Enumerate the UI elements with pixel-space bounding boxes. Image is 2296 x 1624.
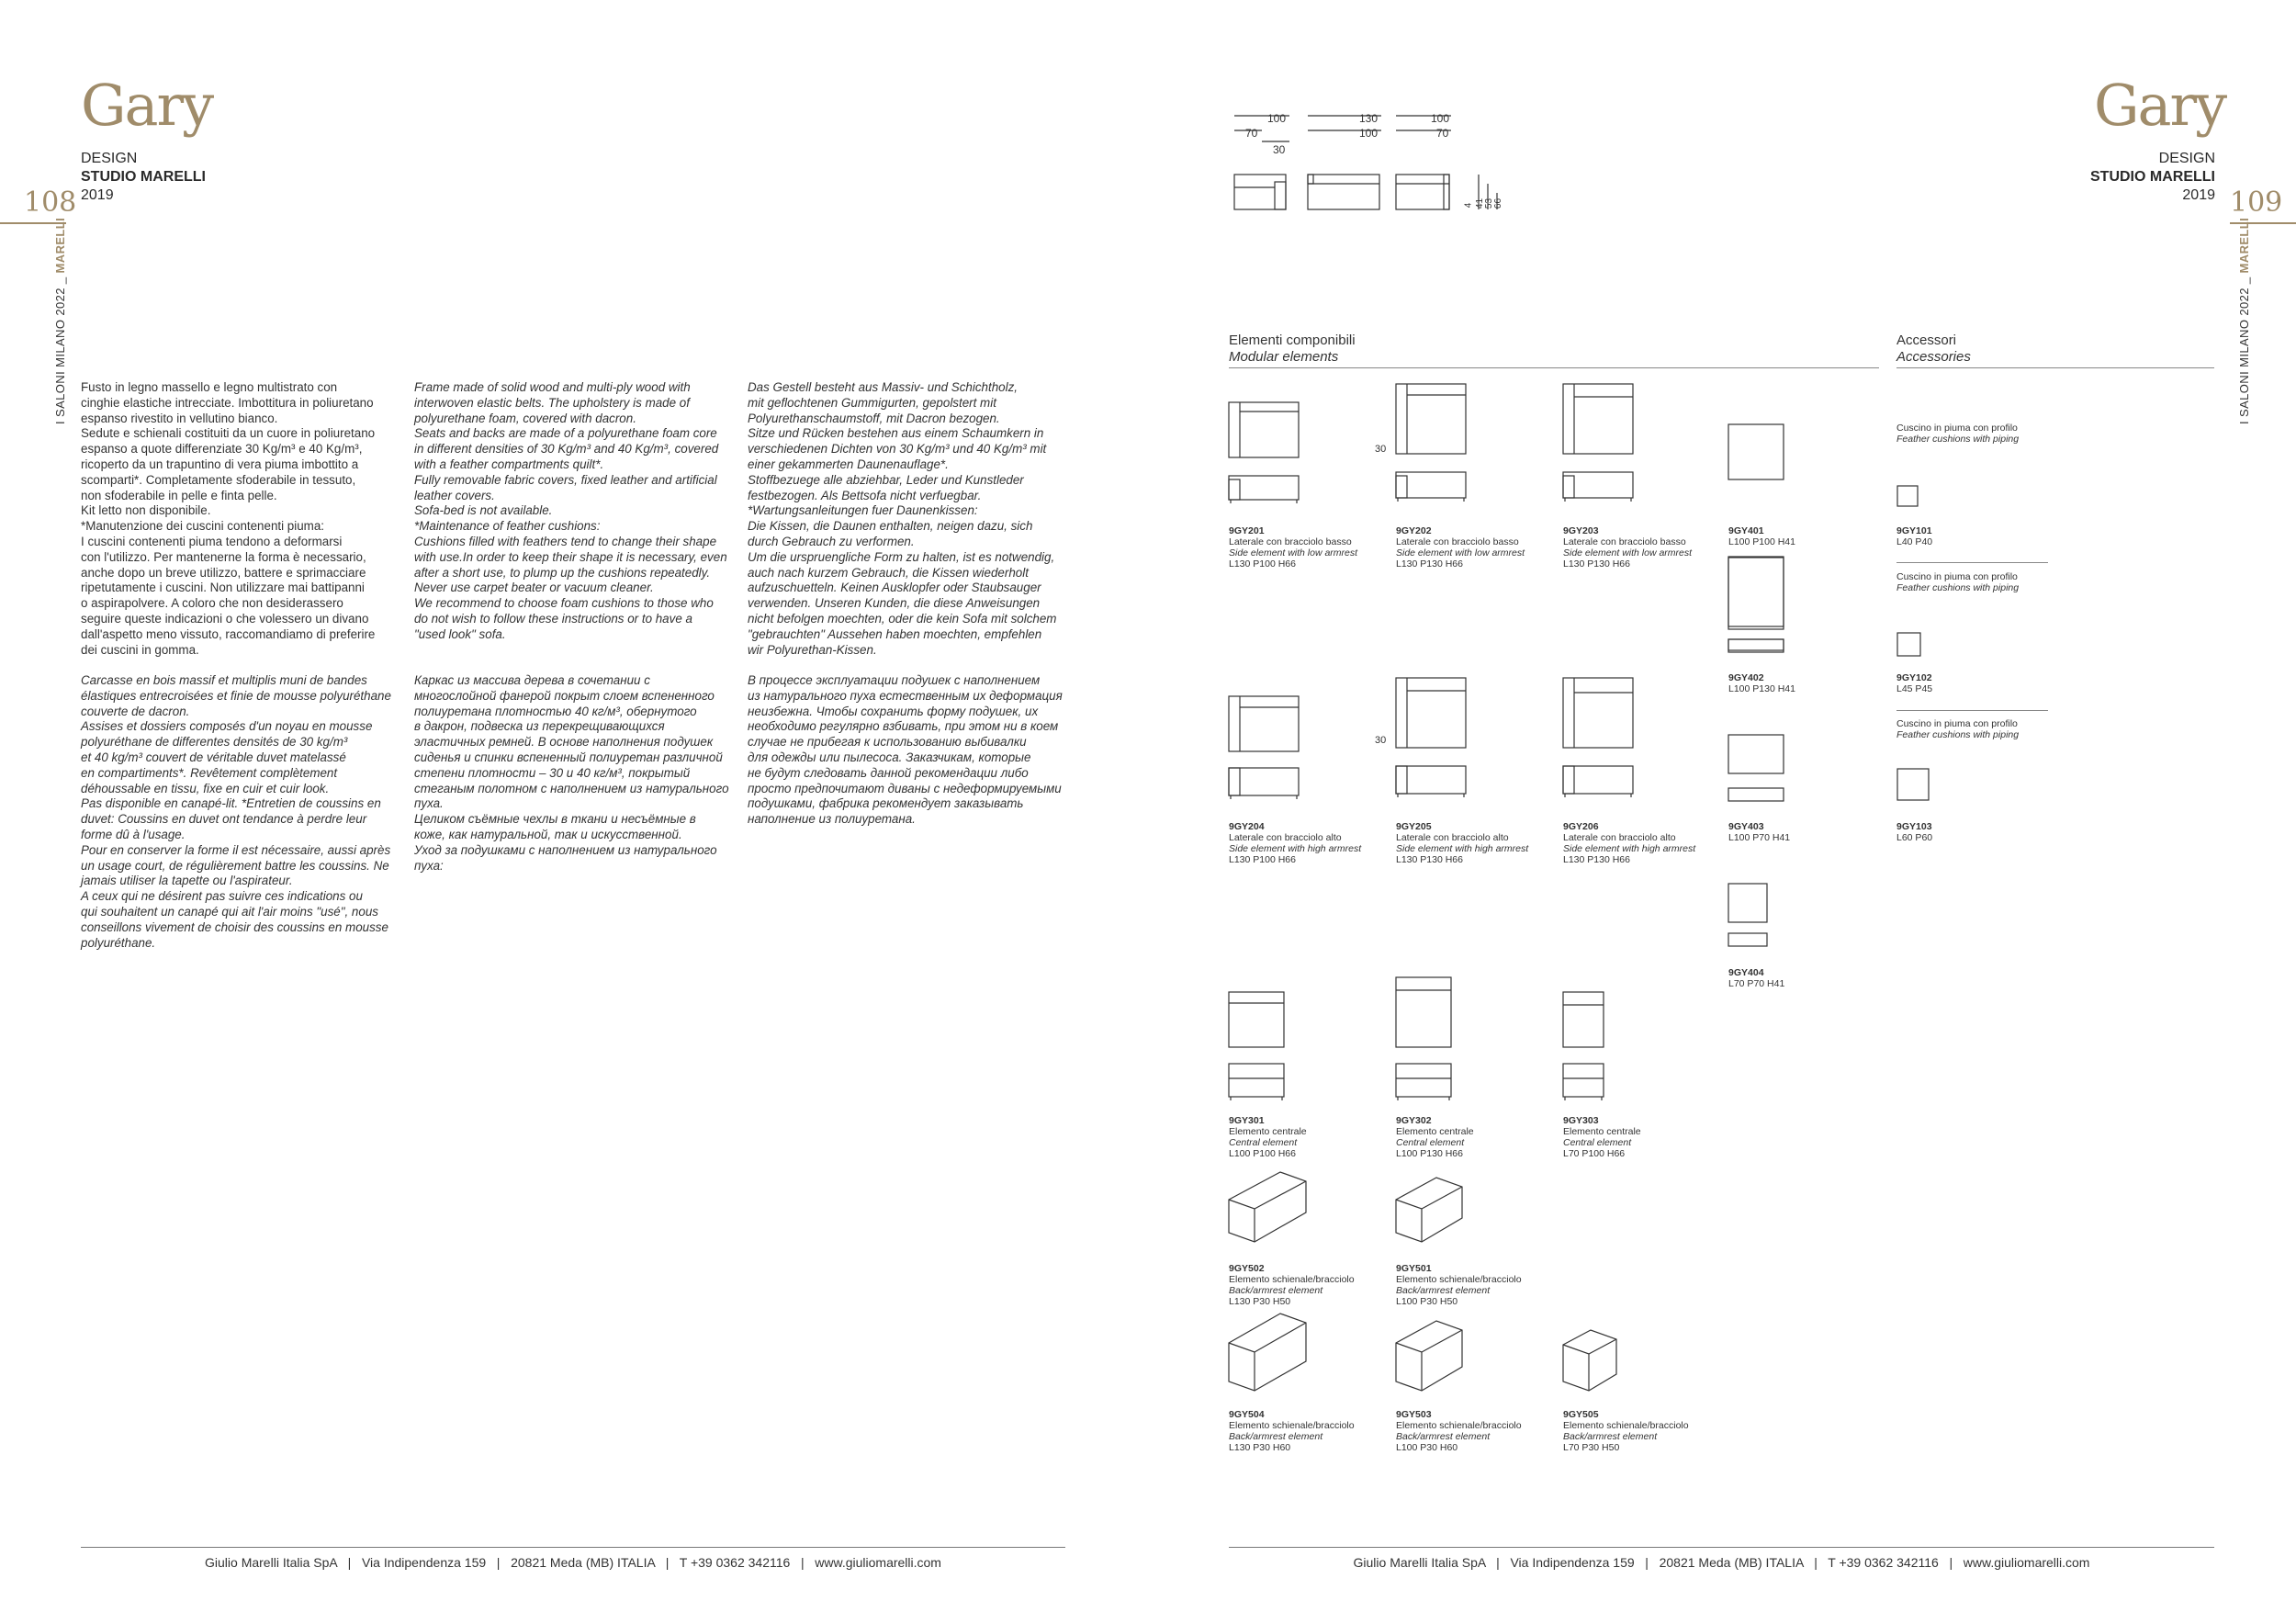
description-french: Carcasse en bois massif et multiplis muni de bandes élastiques entrecroisées et finie de mousse polyuréthane couverte de dacron. Assises et dossiers composés d'un noyau en mousse polyuréthane de differentes densités de 30 kg/m³ et 40 kg/m³ couvert de véritable duvet matelassé en compartiments*. Revêtement complètement déhoussable en tissu, fixe en cuir et cuir look. Pas disponible en canapé-lit. *Entretien de coussins en duvet: Coussins en duvet ont tendance à perdre leur forme dû à l'usage. Pour en conserver la forme il est nécessaire, aussi après un usage court, de régulièrement battre les coussins. Ne jamais utiliser la tapette ou l'aspirateur. A ceux qui ne désirent pas suivre ces indications ou qui souhaitent un canapé qui ait l'air moins "usé", nous conseillons vivement de choisir des coussins en mousse polyuréthane. bbox=[81, 673, 391, 950]
dim-height-1: 4 bbox=[1463, 202, 1474, 209]
description-german: Das Gestell besteht aus Massiv- und Schichtholz, mit geflochtenen Gummigurten, gepolstert mit Polyurethanschaumstoff, mit Dacron bezogen. Sitze und Rücken bestehen aus einem Schaumkern in verschiedenen Dichten von 30 Kg/m³ und 40 Kg/m³ mit einer gekammerten Daunenauflage*. Stoffbezuege alle abziehbar, Leder und Kunstleder festbezogen. Als Bettsofa nicht verfuegbar. *Wartungsanleitungen fuer Daunenkissen: Die Kissen, die Daunen enthalten, neigen dazu, sich durch Gebrauch zu verformen. Um die urspruengliche Form zu halten, ist es notwendig, auch nach kurzem Gebrauch, die Kissen wiederholt aufzuschuetteln. Keinen Ausklopfer oder Staubsauger verwenden. Unseren Kunden, die diese Anweisungen nicht befolgen moechten, oder die kein Sofa mit solchem "gebrauchten" Aussehen haben moechten, empfehlen wir Polyurethan-Kissen. bbox=[748, 380, 1057, 657]
item-9GY501: 9GY501 Elemento schienale/bracciolo Back/armrest element L100 P30 H50 bbox=[1396, 1263, 1522, 1307]
drawing-9GY301 bbox=[1229, 992, 1293, 1106]
item-9GY403: 9GY403 L100 P70 H41 bbox=[1728, 821, 1791, 843]
designer-name: STUDIO MARELLI bbox=[81, 169, 206, 185]
dim-top-2: 130 bbox=[1359, 112, 1379, 125]
item-9GY401: 9GY401 L100 P100 H41 bbox=[1728, 525, 1795, 547]
drawing-9GY404 bbox=[1728, 882, 1774, 955]
designer-name: STUDIO MARELLI bbox=[2090, 169, 2215, 185]
drawing-9GY101 bbox=[1896, 485, 1924, 513]
accessory-note-2: Cuscino in piuma con profilo Feather cushions with piping bbox=[1896, 571, 2020, 593]
dim-bottom-3: 70 bbox=[1436, 127, 1449, 140]
dim-bottom-2: 100 bbox=[1359, 127, 1379, 140]
drawing-9GY505 bbox=[1563, 1328, 1622, 1400]
item-9GY201: 9GY201 Laterale con bracciolo basso Side element with low armrest L130 P100 H66 bbox=[1229, 525, 1358, 570]
modular-section-rule bbox=[1229, 367, 1879, 368]
drawing-9GY302 bbox=[1396, 977, 1460, 1106]
design-year: 2019 bbox=[81, 187, 114, 203]
page-number: 109 bbox=[2230, 186, 2283, 219]
drawing-9GY502 bbox=[1229, 1170, 1311, 1253]
item-9GY505: 9GY505 Elemento schienale/bracciolo Back/armrest element L70 P30 H50 bbox=[1563, 1409, 1689, 1453]
dim-bottom-1: 70 bbox=[1245, 127, 1258, 140]
accessory-note-3: Cuscino in piuma con profilo Feather cushions with piping bbox=[1896, 718, 2020, 740]
design-year: 2019 bbox=[2182, 187, 2215, 203]
item-9GY404: 9GY404 L70 P70 H41 bbox=[1728, 967, 1785, 989]
drawing-9GY504 bbox=[1229, 1312, 1311, 1400]
dim-height-4: 66 bbox=[1493, 197, 1504, 209]
drawing-9GY102 bbox=[1896, 632, 1926, 661]
description-english: Frame made of solid wood and multi-ply wood with interwoven elastic belts. The upholstery is made of polyurethane foam, covered with dacron. Seats and backs are made of a polyurethane foam core in different densities of 30 Kg/m³ and 40 Kg/m³, covered with a feather compartments quilt*. Fully removable fabric covers, fixed leather and artificial leather covers. Sofa-bed is not available. *Maintenance of feather cushions: Cushions filled with feathers tend to change their shape with use.In order to keep their shape it is necessary, even after a short use, to plump up the cushions repeatedly. Never use carpet beater or vacuum cleaner. We recommend to choose foam cushions to those who do not wish to follow these instructions or to have a "used look" sofa. bbox=[414, 380, 727, 641]
footer-contact: Giulio Marelli Italia SpA | Via Indipendenza 159 | 20821 Meda (MB) ITALIA | T +39 0362 342116 | www.giuliomarelli.com bbox=[205, 1555, 941, 1570]
dim-top-1: 100 bbox=[1267, 112, 1287, 125]
drawing-9GY402 bbox=[1728, 549, 1787, 660]
accessories-section-rule bbox=[1896, 367, 2214, 368]
dim-depth: 30 bbox=[1273, 143, 1286, 156]
side-running-head: I SALONI MILANO 2022 _ MARELLI bbox=[2237, 217, 2251, 424]
drawing-9GY206 bbox=[1563, 678, 1637, 808]
item-9GY203: 9GY203 Laterale con bracciolo basso Side element with low armrest L130 P130 H66 bbox=[1563, 525, 1693, 570]
dim-30-9GY202: 30 bbox=[1375, 444, 1387, 455]
drawing-9GY205 bbox=[1396, 678, 1469, 808]
item-9GY302: 9GY302 Elemento centrale Central element L100 P130 H66 bbox=[1396, 1115, 1474, 1159]
modular-section-title: Elementi componibili Modular elements bbox=[1229, 333, 1356, 365]
dim-height-3: 53 bbox=[1484, 197, 1495, 209]
item-9GY504: 9GY504 Elemento schienale/bracciolo Back/armrest element L130 P30 H60 bbox=[1229, 1409, 1355, 1453]
footer-rule bbox=[1229, 1547, 2214, 1548]
product-title: Gary bbox=[81, 72, 213, 139]
item-9GY202: 9GY202 Laterale con bracciolo basso Side element with low armrest L130 P130 H66 bbox=[1396, 525, 1525, 570]
item-9GY206: 9GY206 Laterale con bracciolo alto Side element with high armrest L130 P130 H66 bbox=[1563, 821, 1696, 865]
description-russian: Каркас из массива дерева в сочетании с многослойной фанерой покрыт слоем вспененного полиуретана плотностью 40 кг/м³, обернутого в дакрон, подвеска из перекрещивающихся эластичных ремней. В основе наполнения подушек сиденья и спинки вспененный полиуретан различной степени плотности – 30 и 40 кг/м³, покрытый стеганым полотном с наполнением из натурального пуха. Целиком съёмные чехлы в ткани и несъёмные в коже, как натуральной, так и искусственной. Уход за подушками с наполнением из натурального пуха: bbox=[414, 673, 729, 873]
drawing-9GY201 bbox=[1229, 386, 1302, 514]
drawing-9GY203 bbox=[1563, 384, 1637, 514]
drawing-9GY202 bbox=[1396, 384, 1469, 514]
item-9GY103: 9GY103 L60 P60 bbox=[1896, 821, 1933, 843]
side-running-head: I SALONI MILANO 2022 _ MARELLI bbox=[53, 217, 67, 424]
item-9GY101: 9GY101 L40 P40 bbox=[1896, 525, 1933, 547]
design-credit bbox=[2020, 150, 2215, 205]
accessory-rule-1 bbox=[1896, 562, 2048, 563]
accessories-section-title: Accessori Accessories bbox=[1896, 333, 1971, 365]
product-title: Gary bbox=[2094, 72, 2226, 139]
drawing-9GY204 bbox=[1229, 680, 1302, 808]
design-label: DESIGN bbox=[81, 151, 138, 166]
drawing-9GY501 bbox=[1396, 1176, 1469, 1253]
dim-height-2: 41 bbox=[1475, 197, 1486, 209]
description-italian: Fusto in legno massello e legno multistrato con cinghie elastiche intrecciate. Imbottitura in poliuretano espanso rivestito in vellutino bianco. Sedute e schienali costituiti da un cuore in poliuretano espanso a quote differenziate 30 Kg/m³ e 40 Kg/m³, ricoperto da un trapuntino di vera piuma imbottito a scomparti*. Completamente sfoderabile in tessuto, non sfoderabile in pelle e finta pelle. Kit letto non disponibile. *Manutenzione dei cuscini contenenti piuma: I cuscini contenenti piuma tendono a deformarsi con l'utilizzo. Per mantenerne la forma è necessario, anche dopo un breve utilizzo, battere e sprimacciare ripetutamente i cuscini. Non utilizzare mai battipanni o aspirapolvere. A coloro che non desiderassero seguire queste indicazioni o che volessero un divano dall'aspetto meno vissuto, raccomandiamo di preferire dei cuscini in gomma. bbox=[81, 380, 376, 657]
page-number: 108 bbox=[24, 186, 77, 219]
item-9GY204: 9GY204 Laterale con bracciolo alto Side element with high armrest L130 P100 H66 bbox=[1229, 821, 1362, 865]
accessory-note-1: Cuscino in piuma con profilo Feather cushions with piping bbox=[1896, 423, 2020, 445]
drawing-9GY103 bbox=[1896, 768, 1933, 805]
drawing-9GY403 bbox=[1728, 735, 1787, 808]
design-credit bbox=[81, 150, 206, 205]
overview-composition bbox=[1231, 108, 1534, 219]
item-9GY301: 9GY301 Elemento centrale Central element L100 P100 H66 bbox=[1229, 1115, 1307, 1159]
description-russian-cont: В процессе эксплуатации подушек с наполнением из натурального пуха естественным их деформация неизбежна. Чтобы сохранить форму подушек, их необходимо регулярно взбивать, при этом ни в коем случае не прибегая к использованию выбивалки для одежды или пылесоса. Заказчикам, которые не будут следовать данной рекомендации либо просто предпочитают диваны с недеформируемыми подушками, фабрика рекомендует заказывать наполнение из полиуретана. bbox=[748, 673, 1063, 827]
item-9GY503: 9GY503 Elemento schienale/bracciolo Back/armrest element L100 P30 H60 bbox=[1396, 1409, 1522, 1453]
item-9GY102: 9GY102 L45 P45 bbox=[1896, 672, 1933, 694]
footer-rule bbox=[81, 1547, 1065, 1548]
design-label: DESIGN bbox=[2158, 151, 2215, 166]
item-9GY402: 9GY402 L100 P130 H41 bbox=[1728, 672, 1795, 694]
item-9GY205: 9GY205 Laterale con bracciolo alto Side element with high armrest L130 P130 H66 bbox=[1396, 821, 1529, 865]
footer-contact: Giulio Marelli Italia SpA | Via Indipendenza 159 | 20821 Meda (MB) ITALIA | T +39 0362 342116 | www.giuliomarelli.com bbox=[1353, 1555, 2090, 1570]
drawing-9GY503 bbox=[1396, 1319, 1469, 1400]
item-9GY502: 9GY502 Elemento schienale/bracciolo Back/armrest element L130 P30 H50 bbox=[1229, 1263, 1355, 1307]
accessory-rule-2 bbox=[1896, 710, 2048, 711]
dim-top-3: 100 bbox=[1431, 112, 1450, 125]
item-9GY303: 9GY303 Elemento centrale Central element L70 P100 H66 bbox=[1563, 1115, 1641, 1159]
dim-30-9GY205: 30 bbox=[1375, 735, 1387, 746]
drawing-9GY303 bbox=[1563, 992, 1609, 1106]
